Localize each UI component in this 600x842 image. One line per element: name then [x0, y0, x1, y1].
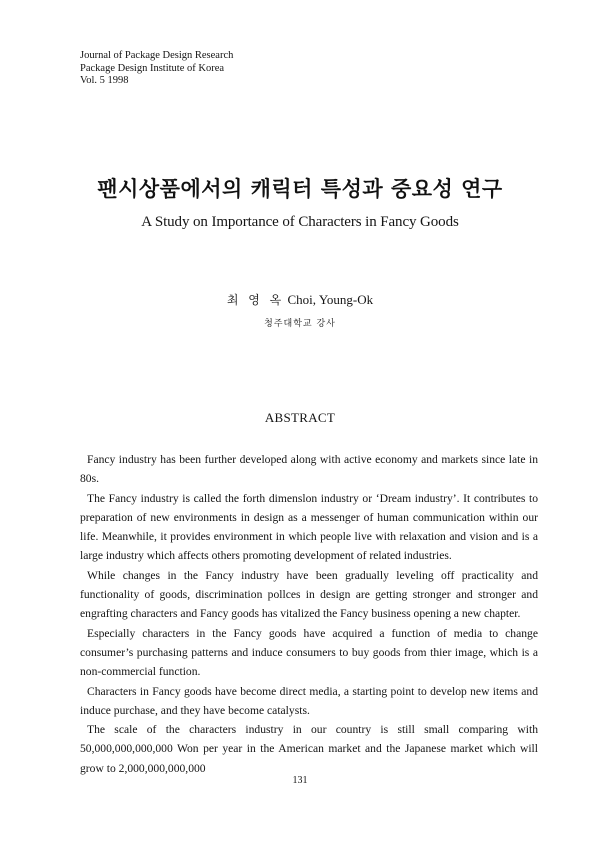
journal-info	[80, 50, 233, 88]
abstract-paragraph: Especially characters in the Fancy goods have acquired a function of media to change consumer’s purchasing patterns and induce consumers to buy goods from thier image, which is a non-commercial function.	[80, 626, 538, 679]
institute-name: Package Design Institute of Korea	[80, 62, 225, 74]
abstract-paragraph: Fancy industry has been further developed along with active economy and markets since late in 80s.	[80, 453, 538, 486]
abstract-heading: ABSTRACT	[264, 410, 336, 425]
volume-info: Vol. 5 1998	[80, 75, 129, 86]
author-line	[0, 291, 600, 308]
abstract-paragraph: The Fancy industry is called the forth dimenslon industry or ‘Dream industry’. It contributes to preparation of new environments in design as a messenger of human communication within our life. Meanwhile, it provides environment in which people live with relaxation and vision and is a large industry which affects others promoting development of related industries.	[80, 491, 538, 563]
paper-title-english: A Study on Importance of Characters in Fancy Goods	[141, 214, 459, 230]
paper-title-korean: 팬시상품에서의 캐릭터 특성과 중요성 연구	[97, 177, 503, 201]
author-affiliation: 청주대학교 강사	[264, 319, 336, 329]
author-name-english: Choi, Young-Ok	[287, 292, 374, 307]
author-name-korean: 최 영 옥	[226, 293, 285, 307]
abstract-paragraph: While changes in the Fancy industry have been gradually leveling off practicality and functionality of goods, discrimination pollces in design are getting stronger and stronger and engrafting characters and Fancy goods has vitalized the Fancy business opening a new chapter.	[80, 568, 538, 621]
abstract-paragraph: The scale of the characters industry in our country is still small comparing with 50,000,000,000,000 Won per year in the American market and the Japanese market which will grow to 2,000,000,000,000	[80, 723, 538, 775]
abstract-paragraph: Characters in Fancy goods have become direct media, a starting point to develop new items and induce purchase, and they have become catalysts.	[80, 684, 538, 717]
page-number: 131	[292, 775, 308, 786]
abstract-body	[80, 450, 538, 778]
journal-name: Journal of Package Design Research	[80, 50, 234, 61]
